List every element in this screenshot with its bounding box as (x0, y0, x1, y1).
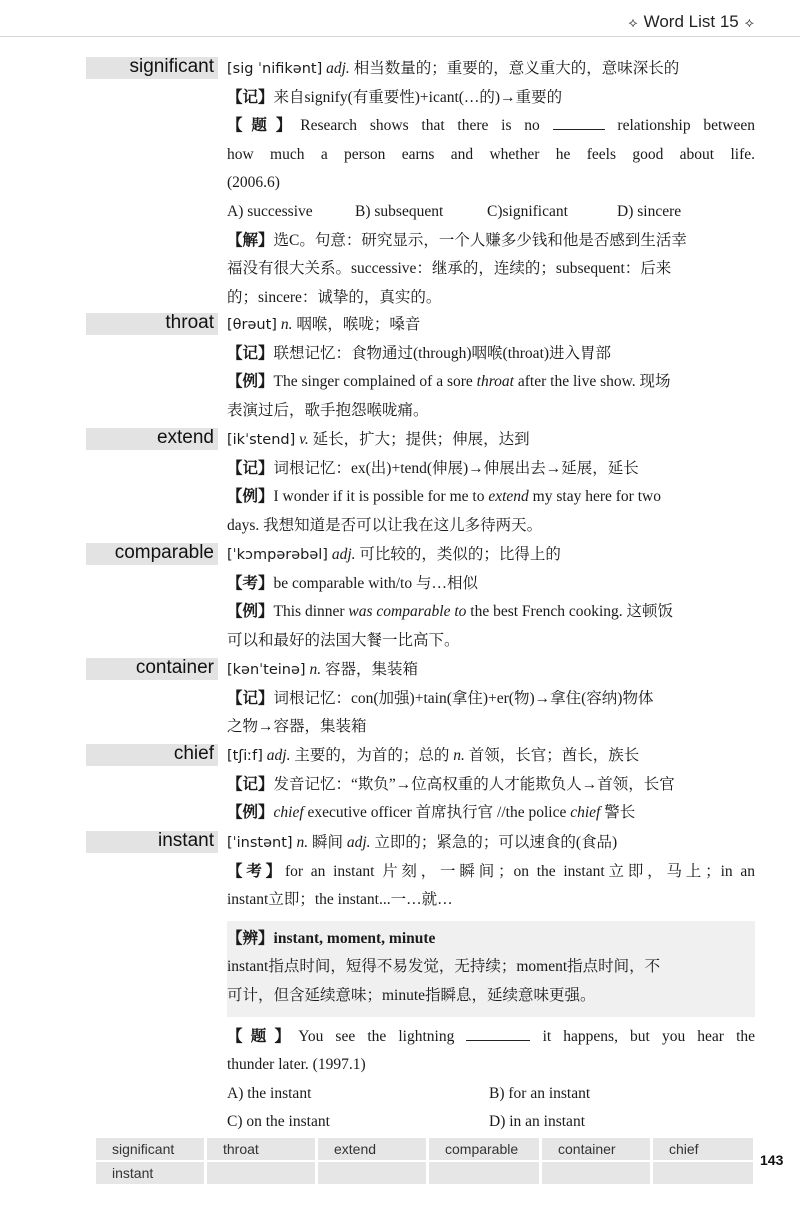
exam-usage-line: 【考】for an instant 片刻，一瞬间；on the instant立即，马上；in an (227, 862, 755, 880)
explanation-line: 【解】选C。句意：研究显示，一个人赚多少钱和他是否感到生活幸 (227, 231, 687, 249)
example-translation: 可以和最好的法国大餐一比高下。 (227, 631, 460, 649)
ornament-left-icon: ⟡ (628, 13, 638, 30)
definition-line: [kənˈteinə] n. 容器，集装箱 (227, 661, 418, 678)
example-line: 【例】The singer complained of a sore throat after the live show. 现场 (227, 373, 671, 391)
exam-usage-line-cont: instant立即；the instant...一…就… (227, 891, 453, 909)
exam-source: thunder later. (1997.1) (227, 1056, 366, 1074)
memory-line-cont: 之物→容器，集装箱 (227, 718, 367, 736)
options-row-2 (227, 1108, 755, 1137)
exam-source: (2006.6) (227, 174, 280, 192)
memory-line: 【记】联想记忆：食物通过(through)咽喉(throat)进入胃部 (227, 344, 612, 362)
exam-line: 【题】You see the lightning it happens, but you hear the (227, 1027, 755, 1045)
page-title: Word List 15 (643, 12, 739, 31)
distinguish-line: instant指点时间，短得不易发觉，无持续；moment指点时间，不 (227, 958, 661, 976)
header-divider (0, 36, 800, 37)
page-header (628, 12, 754, 32)
page-number: 143 (760, 1152, 784, 1168)
memory-line: 【记】词根记忆：ex(出)+tend(伸展)→伸展出去→延展，延长 (227, 459, 639, 477)
exam-usage-line: 【考】be comparable with/to 与…相似 (227, 574, 478, 592)
example-translation: 表演过后，歌手抱怨喉咙痛。 (227, 401, 429, 419)
footer-word[interactable]: container (542, 1138, 650, 1160)
definition-line: [sig ˈnifikənt] adj. 相当数量的；重要的，意义重大的，意味深长的 (227, 60, 680, 77)
memory-line: 【记】发音记忆：“欺负”→位高权重的人才能欺负人→首领，长官 (227, 775, 675, 793)
definition-line: [ikˈstend] v. 延长，扩大；提供；伸展，达到 (227, 431, 530, 448)
distinguish-box (227, 921, 755, 1017)
option-c[interactable]: C)significant (487, 202, 568, 220)
footer-empty (318, 1162, 426, 1184)
footer-word[interactable]: comparable (429, 1138, 539, 1160)
definition-line: [tʃiːf] adj. 主要的，为首的；总的 n. 首领，长官；酋长，族长 (227, 747, 640, 764)
headword: significant (129, 56, 214, 77)
option-a[interactable]: A) successive (227, 202, 313, 220)
distinguish-title: 【辨】instant, moment, minute (227, 929, 436, 947)
headword: throat (165, 312, 214, 333)
footer-word[interactable]: significant (96, 1138, 204, 1160)
footer-word-index (96, 1138, 756, 1184)
options-row-1 (227, 1080, 755, 1109)
definition-line: [ˈinstənt] n. 瞬间 adj. 立即的；紧急的；可以速食的(食品) (227, 834, 618, 851)
footer-empty (429, 1162, 539, 1184)
example-line: 【例】I wonder if it is possible for me to extend my stay here for two (227, 488, 661, 506)
option-a[interactable]: A) the instant (227, 1084, 312, 1102)
footer-row-2 (96, 1162, 756, 1184)
options-line (227, 198, 755, 227)
option-c[interactable]: C) on the instant (227, 1113, 330, 1131)
option-d[interactable]: D) sincere (617, 202, 682, 220)
answer-blank[interactable] (553, 115, 605, 130)
exam-line: 【题】Research shows that there is no relationship between (227, 117, 755, 135)
footer-empty (542, 1162, 650, 1184)
headword: instant (158, 830, 214, 851)
option-d[interactable]: D) in an instant (489, 1113, 585, 1131)
example-line: 【例】This dinner was comparable to the best French cooking. 这顿饭 (227, 603, 674, 621)
footer-word[interactable]: instant (96, 1162, 204, 1184)
example-line: 【例】chief executive officer 首席执行官 //the police chief 警长 (227, 804, 636, 822)
footer-word[interactable]: chief (653, 1138, 753, 1160)
headword: container (135, 657, 214, 678)
memory-line: 【记】来自signify(有重要性)+icant(…的)→重要的 (227, 88, 563, 106)
explanation-line-cont: 福没有很大关系。successive：继承的，连续的；subsequent：后来 (227, 260, 672, 278)
headword: extend (156, 427, 214, 448)
exam-line-cont: how much a person earns and whether he feels good about life. (227, 145, 755, 163)
distinguish-line-cont: 可计，但含延续意味；minute指瞬息，延续意味更强。 (227, 986, 596, 1004)
footer-row-1 (96, 1138, 756, 1160)
definition-line: [θrəut] n. 咽喉，喉咙；嗓音 (227, 316, 421, 333)
explanation-line-end: 的；sincere：诚挚的，真实的。 (227, 288, 442, 306)
headword: chief (173, 743, 214, 764)
headword: comparable (114, 542, 214, 563)
footer-word[interactable]: throat (207, 1138, 315, 1160)
example-translation: days. 我想知道是否可以让我在这儿多待两天。 (227, 516, 543, 534)
footer-empty (207, 1162, 315, 1184)
footer-word[interactable]: extend (318, 1138, 426, 1160)
ornament-right-icon: ⟡ (744, 13, 754, 30)
answer-blank[interactable] (466, 1026, 530, 1041)
option-b[interactable]: B) subsequent (355, 202, 444, 220)
option-b[interactable]: B) for an instant (489, 1084, 591, 1102)
memory-line: 【记】词根记忆：con(加强)+tain(拿住)+er(物)→拿住(容纳)物体 (227, 689, 654, 707)
definition-line: [ˈkɔmpərəbəl] adj. 可比较的，类似的；比得上的 (227, 546, 561, 563)
footer-empty (653, 1162, 753, 1184)
